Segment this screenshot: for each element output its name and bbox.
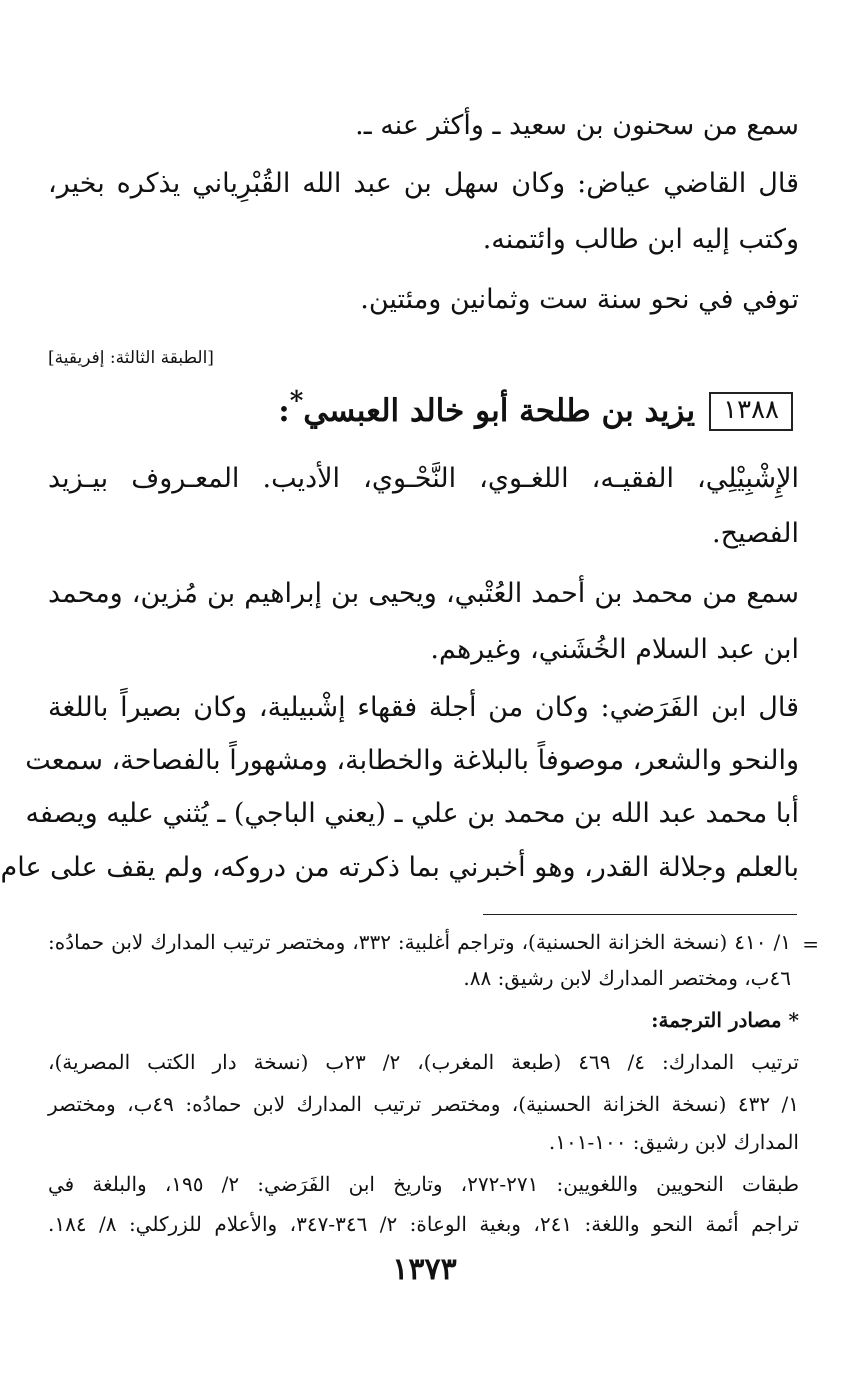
page-number: ١٣٧٣	[392, 1252, 457, 1287]
section-tag: [الطبقة الثالثة: إفريقية]	[48, 348, 214, 368]
entry-number-box: ١٣٨٨	[709, 392, 793, 431]
entry-line: ابن عبد السلام الخُشَني، وغيرهم.	[430, 634, 799, 665]
entry-line: بالعلم وجلالة القدر، وهو أخبرني بما ذكرته من دروكه، ولم يقف على عام	[0, 852, 799, 883]
sources-heading: * مصادر الترجمة:	[651, 1008, 799, 1032]
entry-colon: :	[278, 393, 290, 430]
entry-line: الإِشْبِيْلِي، الفقيـه، اللغـوي، النَّحْـوي، الأديب. المعـروف بيـزيد	[48, 463, 799, 494]
body-line: توفي في نحو سنة ست وثمانين ومئتين.	[360, 284, 799, 315]
footnote-line: ١/ ٤١٠ (نسخة الخزانة الحسنية)، وتراجم أغلبية: ٣٣٢، ومختصر ترتيب المدارك لابن حمادُه:	[48, 930, 791, 954]
entry-line: قال ابن الفَرَضي: وكان من أجلة فقهاء إشْبيلية، وكان بصيراً باللغة	[48, 692, 799, 723]
entry-line: الفصيح.	[712, 518, 799, 549]
footnote-line: ١/ ٤٣٢ (نسخة الخزانة الحسنية)، ومختصر ترتيب المدارك لابن حمادُه: ٤٩ب، ومختصر	[48, 1092, 799, 1116]
footnote-continuation-mark: =	[802, 932, 819, 956]
entry-line: أبا محمد عبد الله بن محمد بن علي ـ (يعني الباجي) ـ يُثني عليه ويصفه	[25, 798, 799, 829]
footnote-line: ترتيب المدارك: ٤/ ٤٦٩ (طبعة المغرب)، ٢/ ٢٣ب (نسخة دار الكتب المصرية)،	[48, 1050, 799, 1074]
footnote-star: *	[289, 386, 304, 417]
footnote-rule	[483, 914, 797, 915]
footnote-line: المدارك لابن رشيق: ١٠٠-١٠١.	[548, 1130, 799, 1154]
entry-line: سمع من محمد بن أحمد العُتْبي، ويحيى بن إبراهيم بن مُزين، ومحمد	[48, 578, 799, 609]
body-line: وكتب إليه ابن طالب وائتمنه.	[482, 224, 799, 255]
entry-line: والنحو والشعر، موصوفاً بالبلاغة والخطابة، ومشهوراً بالفصاحة، سمعت	[25, 745, 799, 776]
footnote-line: تراجم أئمة النحو واللغة: ٢٤١، وبغية الوعاة: ٢/ ٣٤٦-٣٤٧، والأعلام للزركلي: ٨/ ١٨٤.	[48, 1212, 799, 1236]
entry-name: يزيد بن طلحة أبو خالد العبسي	[303, 393, 696, 430]
entry-heading	[278, 386, 793, 431]
footnote-line: ٤٦ب، ومختصر المدارك لابن رشيق: ٨٨.	[463, 966, 791, 990]
footnote-line: طبقات النحويين واللغويين: ٢٧١-٢٧٢، وتاريخ ابن الفَرَضي: ٢/ ١٩٥، والبلغة في	[48, 1172, 799, 1196]
body-line: سمع من سحنون بن سعيد ـ وأكثر عنه ـ.	[355, 110, 799, 141]
entry-title	[278, 386, 696, 430]
body-line: قال القاضي عياض: وكان سهل بن عبد الله القُبْرِياني يذكره بخير،	[48, 168, 799, 199]
